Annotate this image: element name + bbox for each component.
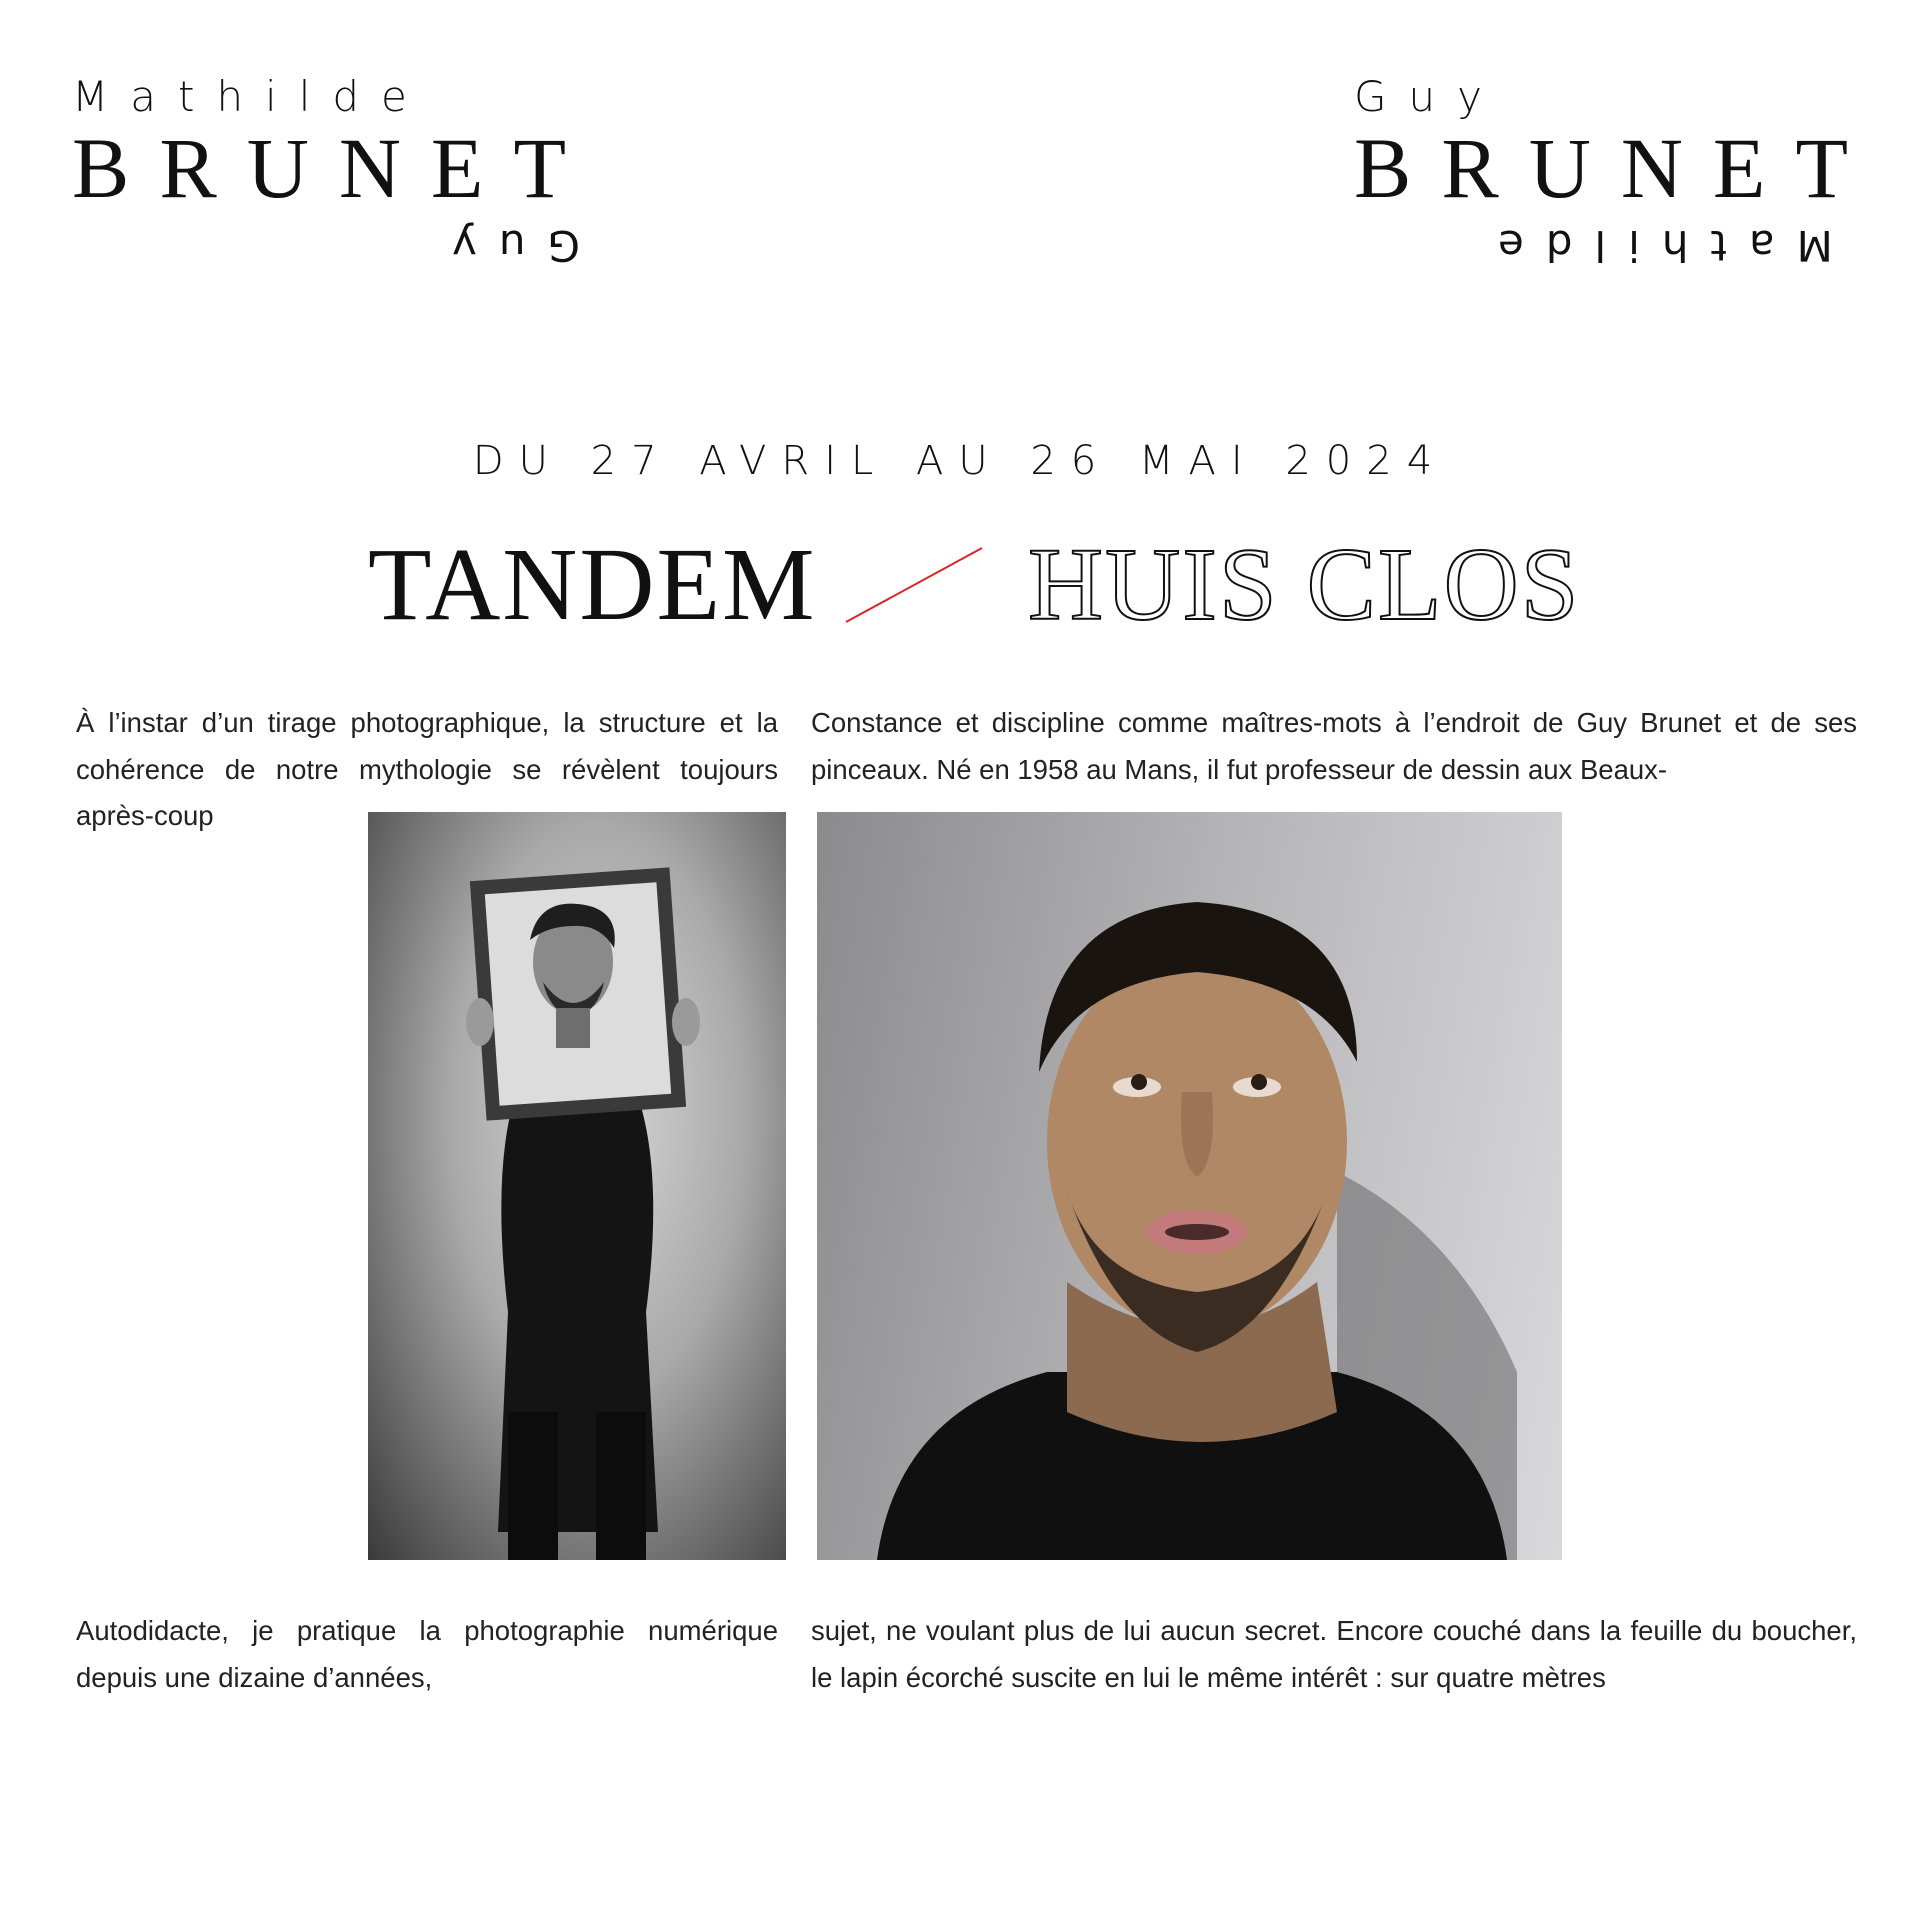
- exhibition-dates: DU 27 AVRIL AU 26 MAI 2024: [472, 438, 1448, 484]
- painting-portrait-man: [817, 812, 1562, 1560]
- slash-divider: [844, 544, 984, 624]
- exhibition-titles: [0, 527, 1920, 642]
- logo-mathilde-brunet: [72, 72, 596, 270]
- photograph-man-with-frame: [368, 812, 786, 1560]
- right-column-text: [811, 700, 1857, 1693]
- left-paragraph: À l’instar d’un tirage photographique, la structure et la cohérence de notre mythologie se révèlent toujours après-coup: [76, 707, 778, 831]
- logo-guy-brunet: [1354, 72, 1878, 270]
- logo-first-name: Mathilde: [72, 72, 429, 121]
- logo-flipped-name: Mathilde: [1476, 221, 1833, 270]
- logo-last-name: BRUNET: [72, 120, 596, 216]
- right-paragraph: Constance et discipline comme maîtres-mots à l’endroit de Guy Brunet et de ses pinceaux. Né en 1958 au Mans, il fut professeur de dessin aux Beaux-: [811, 707, 1857, 785]
- title-tandem: TANDEM: [368, 527, 817, 642]
- logo-first-name: Guy: [1354, 72, 1505, 121]
- logo-flipped-name: Guy: [430, 221, 581, 270]
- right-paragraph-end: sujet, ne voulant plus de lui aucun secret. Encore couché dans la feuille du boucher, le lapin écorché suscite en lui le même intérêt : sur quatre mètres: [811, 1615, 1857, 1693]
- title-huis-clos: HUIS CLOS: [1028, 527, 1581, 642]
- logo-last-name: BRUNET: [1354, 120, 1878, 216]
- left-paragraph-end: Autodidacte, je pratique la photographie numérique depuis une dizaine d’années,: [76, 1615, 778, 1693]
